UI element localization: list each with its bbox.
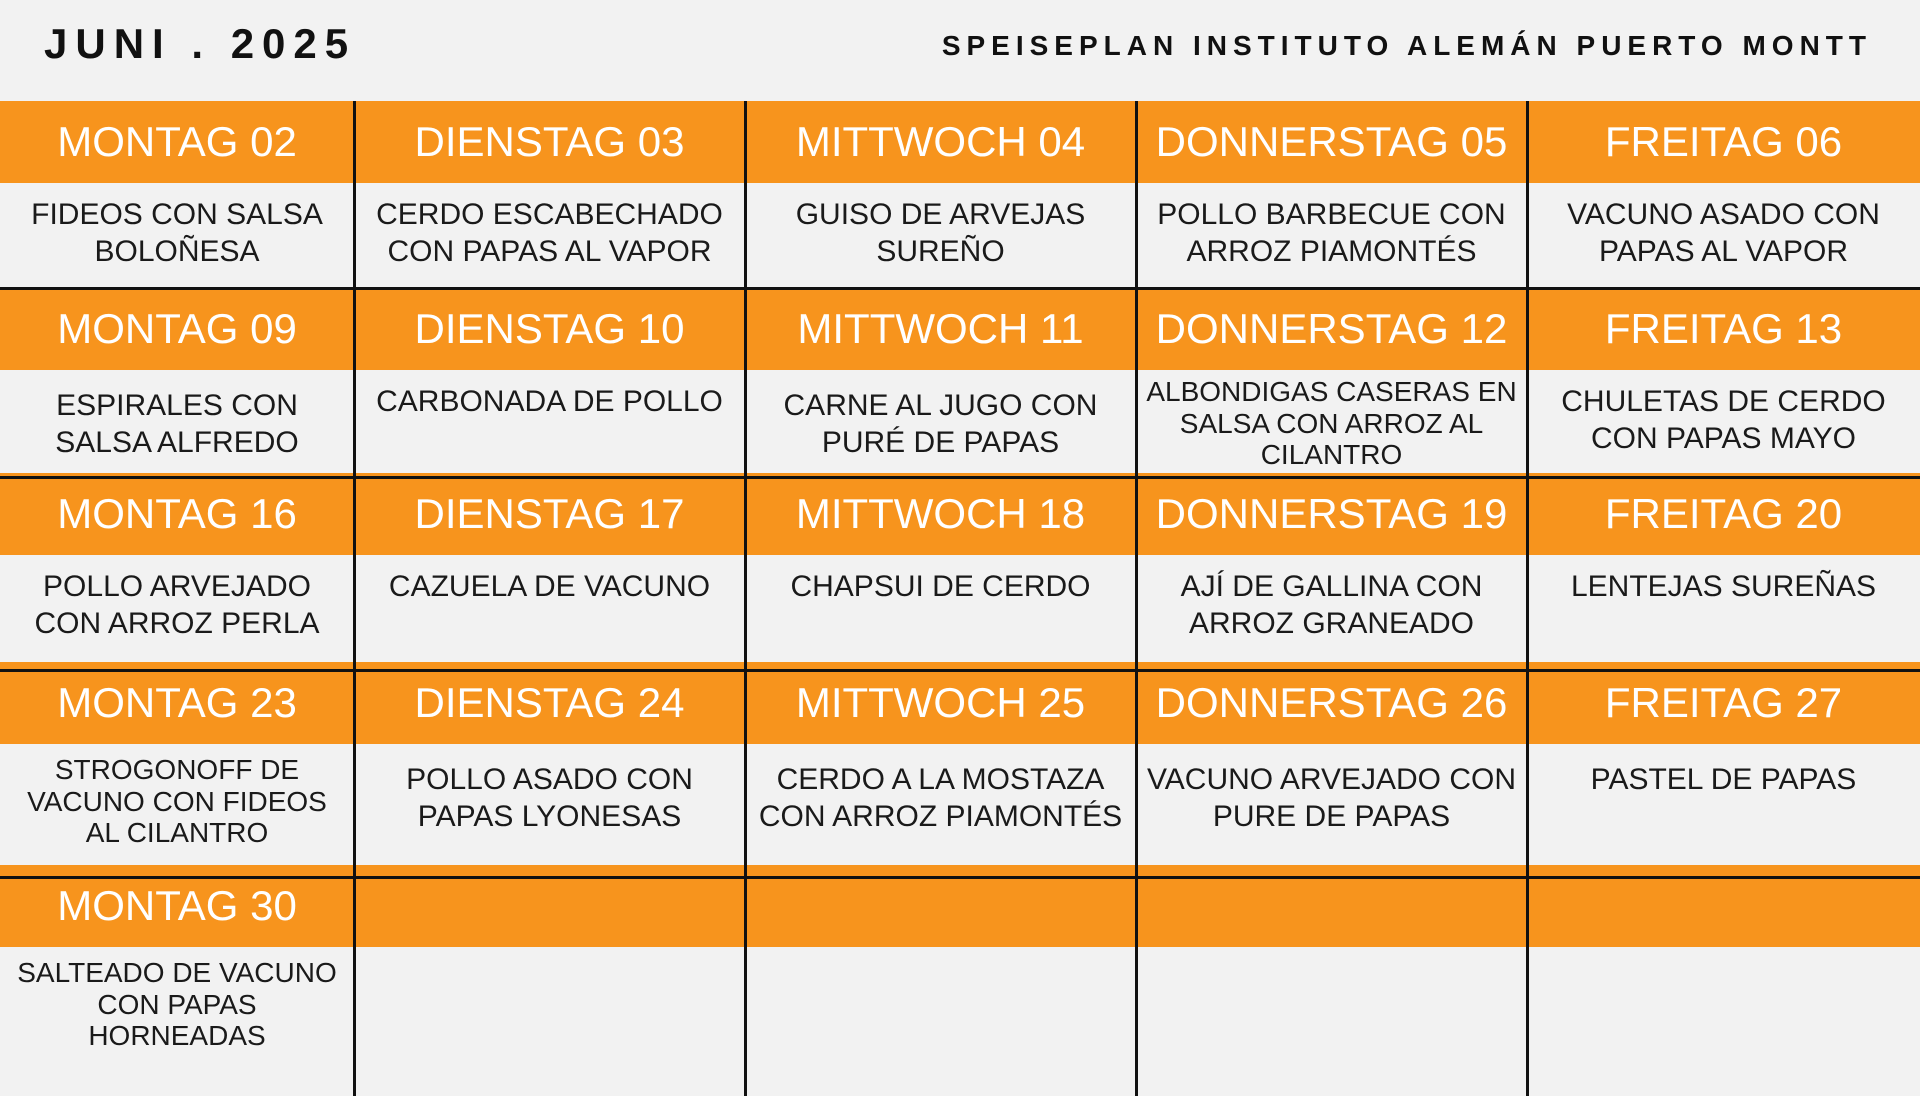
day-header: MONTAG 09 — [0, 288, 354, 370]
dish-cell — [745, 183, 1136, 288]
dish-text: POLLO ASADO CON PAPAS LYONESAS — [406, 763, 693, 833]
day-header: DONNERSTAG 05 — [1136, 101, 1527, 183]
dish-cell — [1136, 183, 1527, 288]
month-title: JUNI . 2025 — [44, 20, 357, 67]
dish-text: VACUNO ASADO CON PAPAS AL VAPOR — [1567, 198, 1880, 268]
dish-cell — [0, 183, 354, 288]
dish-text: ALBONDIGAS CASERAS EN SALSA CON ARROZ AL CILANTRO — [1146, 376, 1517, 471]
dish-cell — [0, 370, 354, 473]
dish-text: CERDO A LA MOSTAZA CON ARROZ PIAMONTÉS — [758, 763, 1123, 833]
dish-cell — [1136, 555, 1527, 662]
row-divider — [0, 287, 1920, 290]
dish-text: CHULETAS DE CERDO CON PAPAS MAYO — [1561, 385, 1886, 455]
row-divider — [0, 669, 1920, 672]
day-header: DONNERSTAG 19 — [1136, 473, 1527, 555]
day-header: FREITAG 06 — [1527, 101, 1920, 183]
column-divider — [353, 101, 356, 1096]
dish-cell — [1136, 370, 1527, 473]
row-divider — [0, 476, 1920, 479]
dish-cell — [0, 947, 354, 1068]
dish-cell-empty — [745, 947, 1136, 1068]
dish-text: CARBONADA DE POLLO — [376, 385, 723, 418]
day-header: DIENSTAG 10 — [354, 288, 745, 370]
dish-text: FIDEOS CON SALSA BOLOÑESA — [31, 198, 323, 268]
dish-cell — [1527, 183, 1920, 288]
dish-text: STROGONOFF DE VACUNO CON FIDEOS AL CILANTRO — [27, 754, 327, 849]
dish-text: CHAPSUI DE CERDO — [790, 570, 1091, 603]
dish-text: CERDO ESCABECHADO CON PAPAS AL VAPOR — [376, 198, 723, 268]
dish-cell-empty — [1136, 947, 1527, 1068]
day-header: MONTAG 02 — [0, 101, 354, 183]
day-header: DONNERSTAG 12 — [1136, 288, 1527, 370]
dish-text: AJÍ DE GALLINA CON ARROZ GRANEADO — [1180, 570, 1483, 640]
row-divider — [0, 876, 1920, 879]
dish-text: PASTEL DE PAPAS — [1590, 763, 1857, 796]
dish-text: CARNE AL JUGO CON PURÉ DE PAPAS — [783, 389, 1098, 459]
dish-cell — [1527, 555, 1920, 662]
day-header: DONNERSTAG 26 — [1136, 662, 1527, 744]
dish-cell — [1136, 744, 1527, 865]
day-header: FREITAG 27 — [1527, 662, 1920, 744]
day-header: MITTWOCH 04 — [745, 101, 1136, 183]
day-header: MONTAG 16 — [0, 473, 354, 555]
dish-text: CAZUELA DE VACUNO — [388, 570, 711, 603]
dish-cell — [745, 370, 1136, 473]
day-header: DIENSTAG 24 — [354, 662, 745, 744]
menu-calendar — [0, 101, 1920, 1096]
column-divider — [744, 101, 747, 1096]
dish-cell-empty — [1527, 947, 1920, 1068]
day-header: FREITAG 20 — [1527, 473, 1920, 555]
day-header: MITTWOCH 18 — [745, 473, 1136, 555]
dish-text: LENTEJAS SUREÑAS — [1570, 570, 1877, 603]
dish-cell — [1527, 370, 1920, 473]
dish-text: VACUNO ARVEJADO CON PURE DE PAPAS — [1147, 763, 1516, 833]
dish-cell — [354, 555, 745, 662]
day-header: MONTAG 30 — [0, 865, 354, 947]
page-header — [0, 0, 1920, 100]
dish-cell — [354, 183, 745, 288]
day-header: MITTWOCH 25 — [745, 662, 1136, 744]
dish-text: POLLO BARBECUE CON ARROZ PIAMONTÉS — [1157, 198, 1506, 268]
dish-cell — [354, 744, 745, 865]
dish-text: ESPIRALES CON SALSA ALFREDO — [55, 389, 299, 459]
dish-cell — [354, 370, 745, 473]
dish-cell — [745, 555, 1136, 662]
column-divider — [1526, 101, 1529, 1096]
day-header: DIENSTAG 17 — [354, 473, 745, 555]
day-header: FREITAG 13 — [1527, 288, 1920, 370]
day-header: MONTAG 23 — [0, 662, 354, 744]
day-header: MITTWOCH 11 — [745, 288, 1136, 370]
dish-text: SALTEADO DE VACUNO CON PAPAS HORNEADAS — [17, 957, 337, 1052]
dish-text: POLLO ARVEJADO CON ARROZ PERLA — [34, 570, 320, 640]
dish-cell — [0, 744, 354, 865]
dish-cell-empty — [354, 947, 745, 1068]
dish-text: GUISO DE ARVEJAS SUREÑO — [795, 198, 1086, 268]
dish-cell — [0, 555, 354, 662]
column-divider — [1135, 101, 1138, 1096]
day-header: DIENSTAG 03 — [354, 101, 745, 183]
menu-title: SPEISEPLAN INSTITUTO ALEMÁN PUERTO MONTT — [941, 30, 1872, 61]
dish-cell — [1527, 744, 1920, 865]
dish-cell — [745, 744, 1136, 865]
